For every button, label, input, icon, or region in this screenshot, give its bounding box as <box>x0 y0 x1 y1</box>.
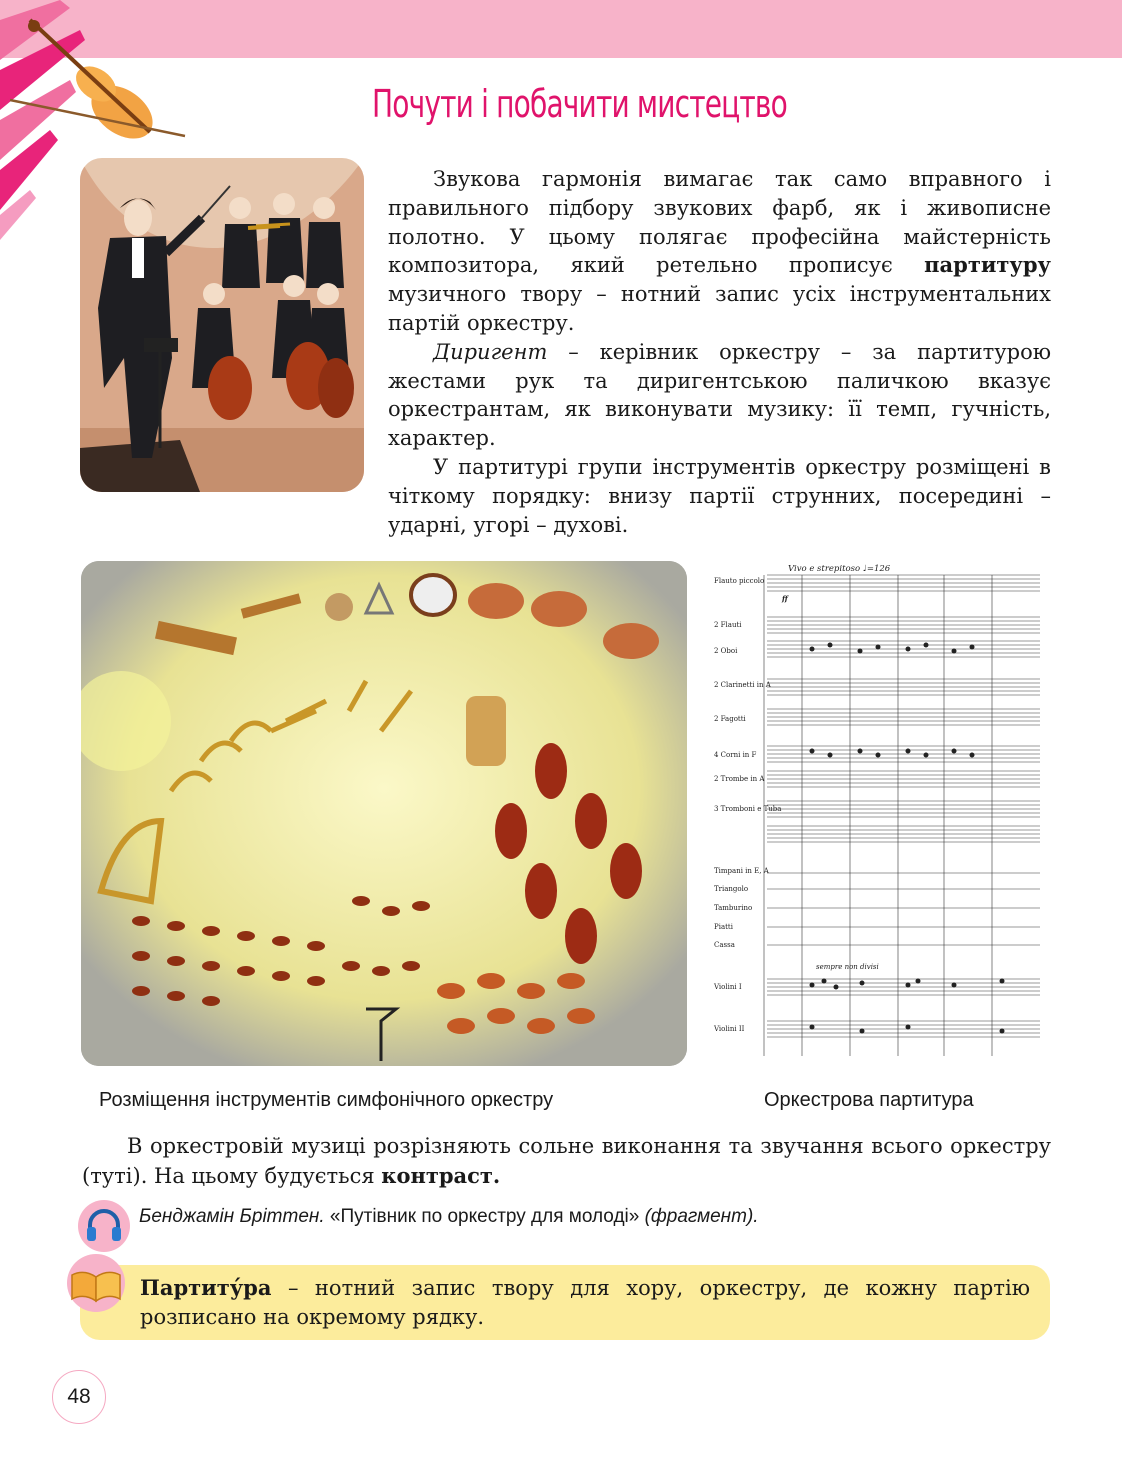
term-conductor: Диригент <box>433 339 548 364</box>
score-label: 3 Tromboni e Tuba <box>714 805 782 813</box>
headphones-icon <box>77 1199 131 1253</box>
score-label: Violini I <box>714 983 742 991</box>
score-label: 4 Corni in F <box>714 751 757 759</box>
score-label: 2 Oboi <box>714 647 738 655</box>
definition-text: Партиту́ра – нотний запис твору для хору, оркестру, де кожну партію розписано на окремому рядку. <box>140 1275 1030 1329</box>
score-label: Violini II <box>714 1025 745 1033</box>
violin-icon <box>10 20 185 150</box>
term-score: партитуру <box>924 252 1051 278</box>
orchestra-layout-illustration <box>81 561 687 1066</box>
score-caption: Оркестрова партитура <box>764 1089 974 1111</box>
score-label: 2 Clarinetti in A <box>714 681 771 689</box>
intro-paragraph-1: Звукова гармонія вимагає так само вправного і правильного підбору звукових фарб, як і живописне полотно. У цьому полягає професійна майстерність композитора, який ретельно прописує партитуру музичного твору – нотний запис усіх інструментальних партій оркестру. <box>388 167 1051 335</box>
orchestral-score-image <box>712 561 1042 1059</box>
score-direction: sempre non divisi <box>816 963 879 971</box>
term-partitura: Партиту́ра <box>140 1275 272 1300</box>
score-label: 2 Flauti <box>714 621 742 629</box>
score-label: Timpani in E, A <box>714 867 769 875</box>
open-book-icon <box>64 1253 128 1313</box>
term-contrast: контраст. <box>381 1163 501 1188</box>
score-label: Cassa <box>714 941 735 949</box>
orchestra-caption: Розміщення інструментів симфонічного оркестру <box>99 1089 554 1111</box>
score-label: Tamburino <box>714 904 753 912</box>
score-label: Piatti <box>714 923 733 931</box>
listen-note: (фрагмент). <box>644 1206 759 1227</box>
listening-assignment: Бенджамін Бріттен. «Путівник по оркестру для молоді» (фрагмент). <box>139 1206 759 1227</box>
score-label: 2 Trombe in A <box>714 775 765 783</box>
page-number: 48 <box>52 1370 106 1424</box>
score-label: 2 Fagotti <box>714 715 746 723</box>
page-title: Почути і побачити мистецтво <box>372 82 787 126</box>
score-tempo: Vivo e strepitoso ♩=126 <box>788 564 891 574</box>
listen-author: Бенджамін Бріттен. <box>139 1206 325 1227</box>
conductor-illustration <box>80 158 364 492</box>
outro-paragraph: В оркестровій музиці розрізняють сольне виконання та звучання всього оркестру (туті). На цьому будується контраст. <box>82 1134 1051 1188</box>
score-label: Flauto piccolo <box>714 577 765 585</box>
intro-text <box>388 165 1051 539</box>
intro-paragraph-2: Диригент – керівник оркестру – за партитурою жестами рук та диригентською паличкою вказує оркестрантам, як виконувати музику: її темп, гучність, характер. <box>388 339 1051 451</box>
score-label: Triangolo <box>714 885 749 893</box>
score-dynamic: ff <box>782 594 788 603</box>
intro-paragraph-3: У партитурі групи інструментів оркестру розміщені в чіткому порядку: внизу партії струнних, посередині – ударні, угорі – духові. <box>388 454 1051 537</box>
